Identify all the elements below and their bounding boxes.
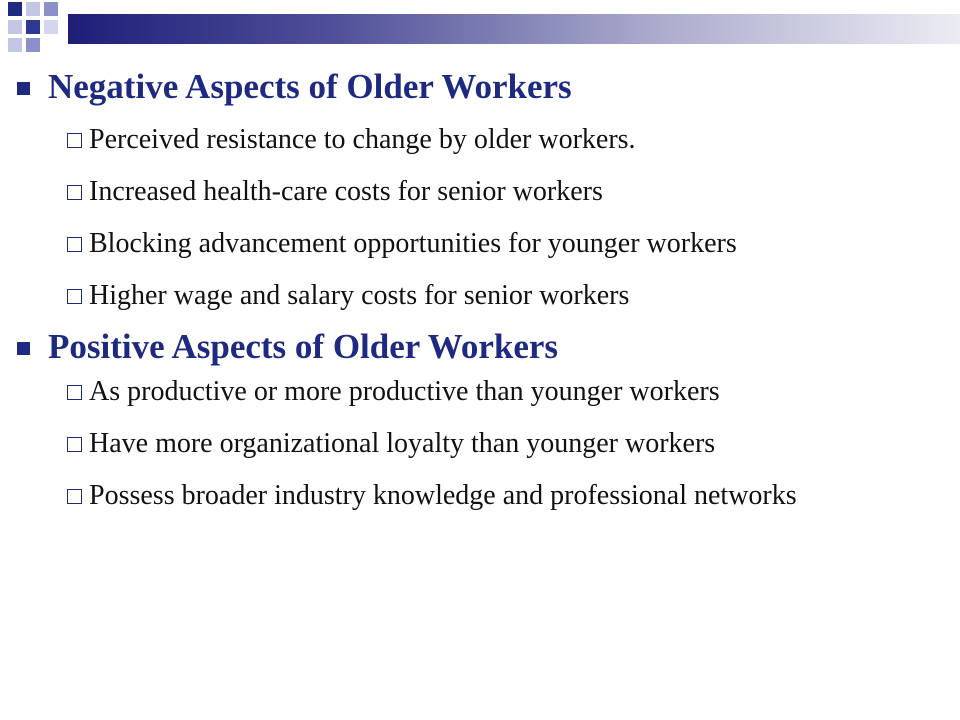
list-item <box>0 280 929 312</box>
header-square-light <box>8 20 22 34</box>
list-item-text: Blocking advancement opportunities for younger workers <box>89 228 737 259</box>
hollow-square-bullet-icon <box>67 133 82 148</box>
header-square-mid <box>26 38 40 52</box>
hollow-square-bullet-icon <box>67 437 82 452</box>
list-item <box>0 428 929 460</box>
section-positive <box>0 324 960 512</box>
square-bullet-icon <box>17 342 30 355</box>
hollow-square-bullet-icon <box>67 385 82 400</box>
slide-header-decoration <box>0 0 960 60</box>
header-gradient-bar <box>68 14 960 44</box>
list-item <box>0 228 929 260</box>
section-heading-text: Negative Aspects of Older Workers <box>48 67 572 106</box>
slide-content <box>0 64 960 512</box>
hollow-square-bullet-icon <box>67 489 82 504</box>
header-square-navy <box>26 20 40 34</box>
section-heading <box>0 64 960 110</box>
section-heading <box>0 324 960 370</box>
header-square-light <box>44 20 58 34</box>
hollow-square-bullet-icon <box>67 237 82 252</box>
header-square-mid <box>44 2 58 16</box>
header-square-navy <box>8 2 22 16</box>
list-item-text: Higher wage and salary costs for senior workers <box>89 280 630 311</box>
header-square-light <box>8 38 22 52</box>
list-item <box>0 176 929 208</box>
list-item <box>0 124 929 156</box>
list-item-text: As productive or more productive than younger workers <box>89 376 720 407</box>
hollow-square-bullet-icon <box>67 289 82 304</box>
list-item-text: Increased health-care costs for senior workers <box>89 176 603 207</box>
section-negative <box>0 64 960 312</box>
header-square-light <box>26 2 40 16</box>
list-item-text: Perceived resistance to change by older workers. <box>89 124 636 155</box>
hollow-square-bullet-icon <box>67 185 82 200</box>
list-item <box>0 480 929 512</box>
square-bullet-icon <box>17 82 30 95</box>
list-item-text: Possess broader industry knowledge and professional networks <box>89 480 797 511</box>
list-item-text: Have more organizational loyalty than younger workers <box>89 428 716 459</box>
section-heading-text: Positive Aspects of Older Workers <box>48 327 559 366</box>
list-item <box>0 376 929 408</box>
